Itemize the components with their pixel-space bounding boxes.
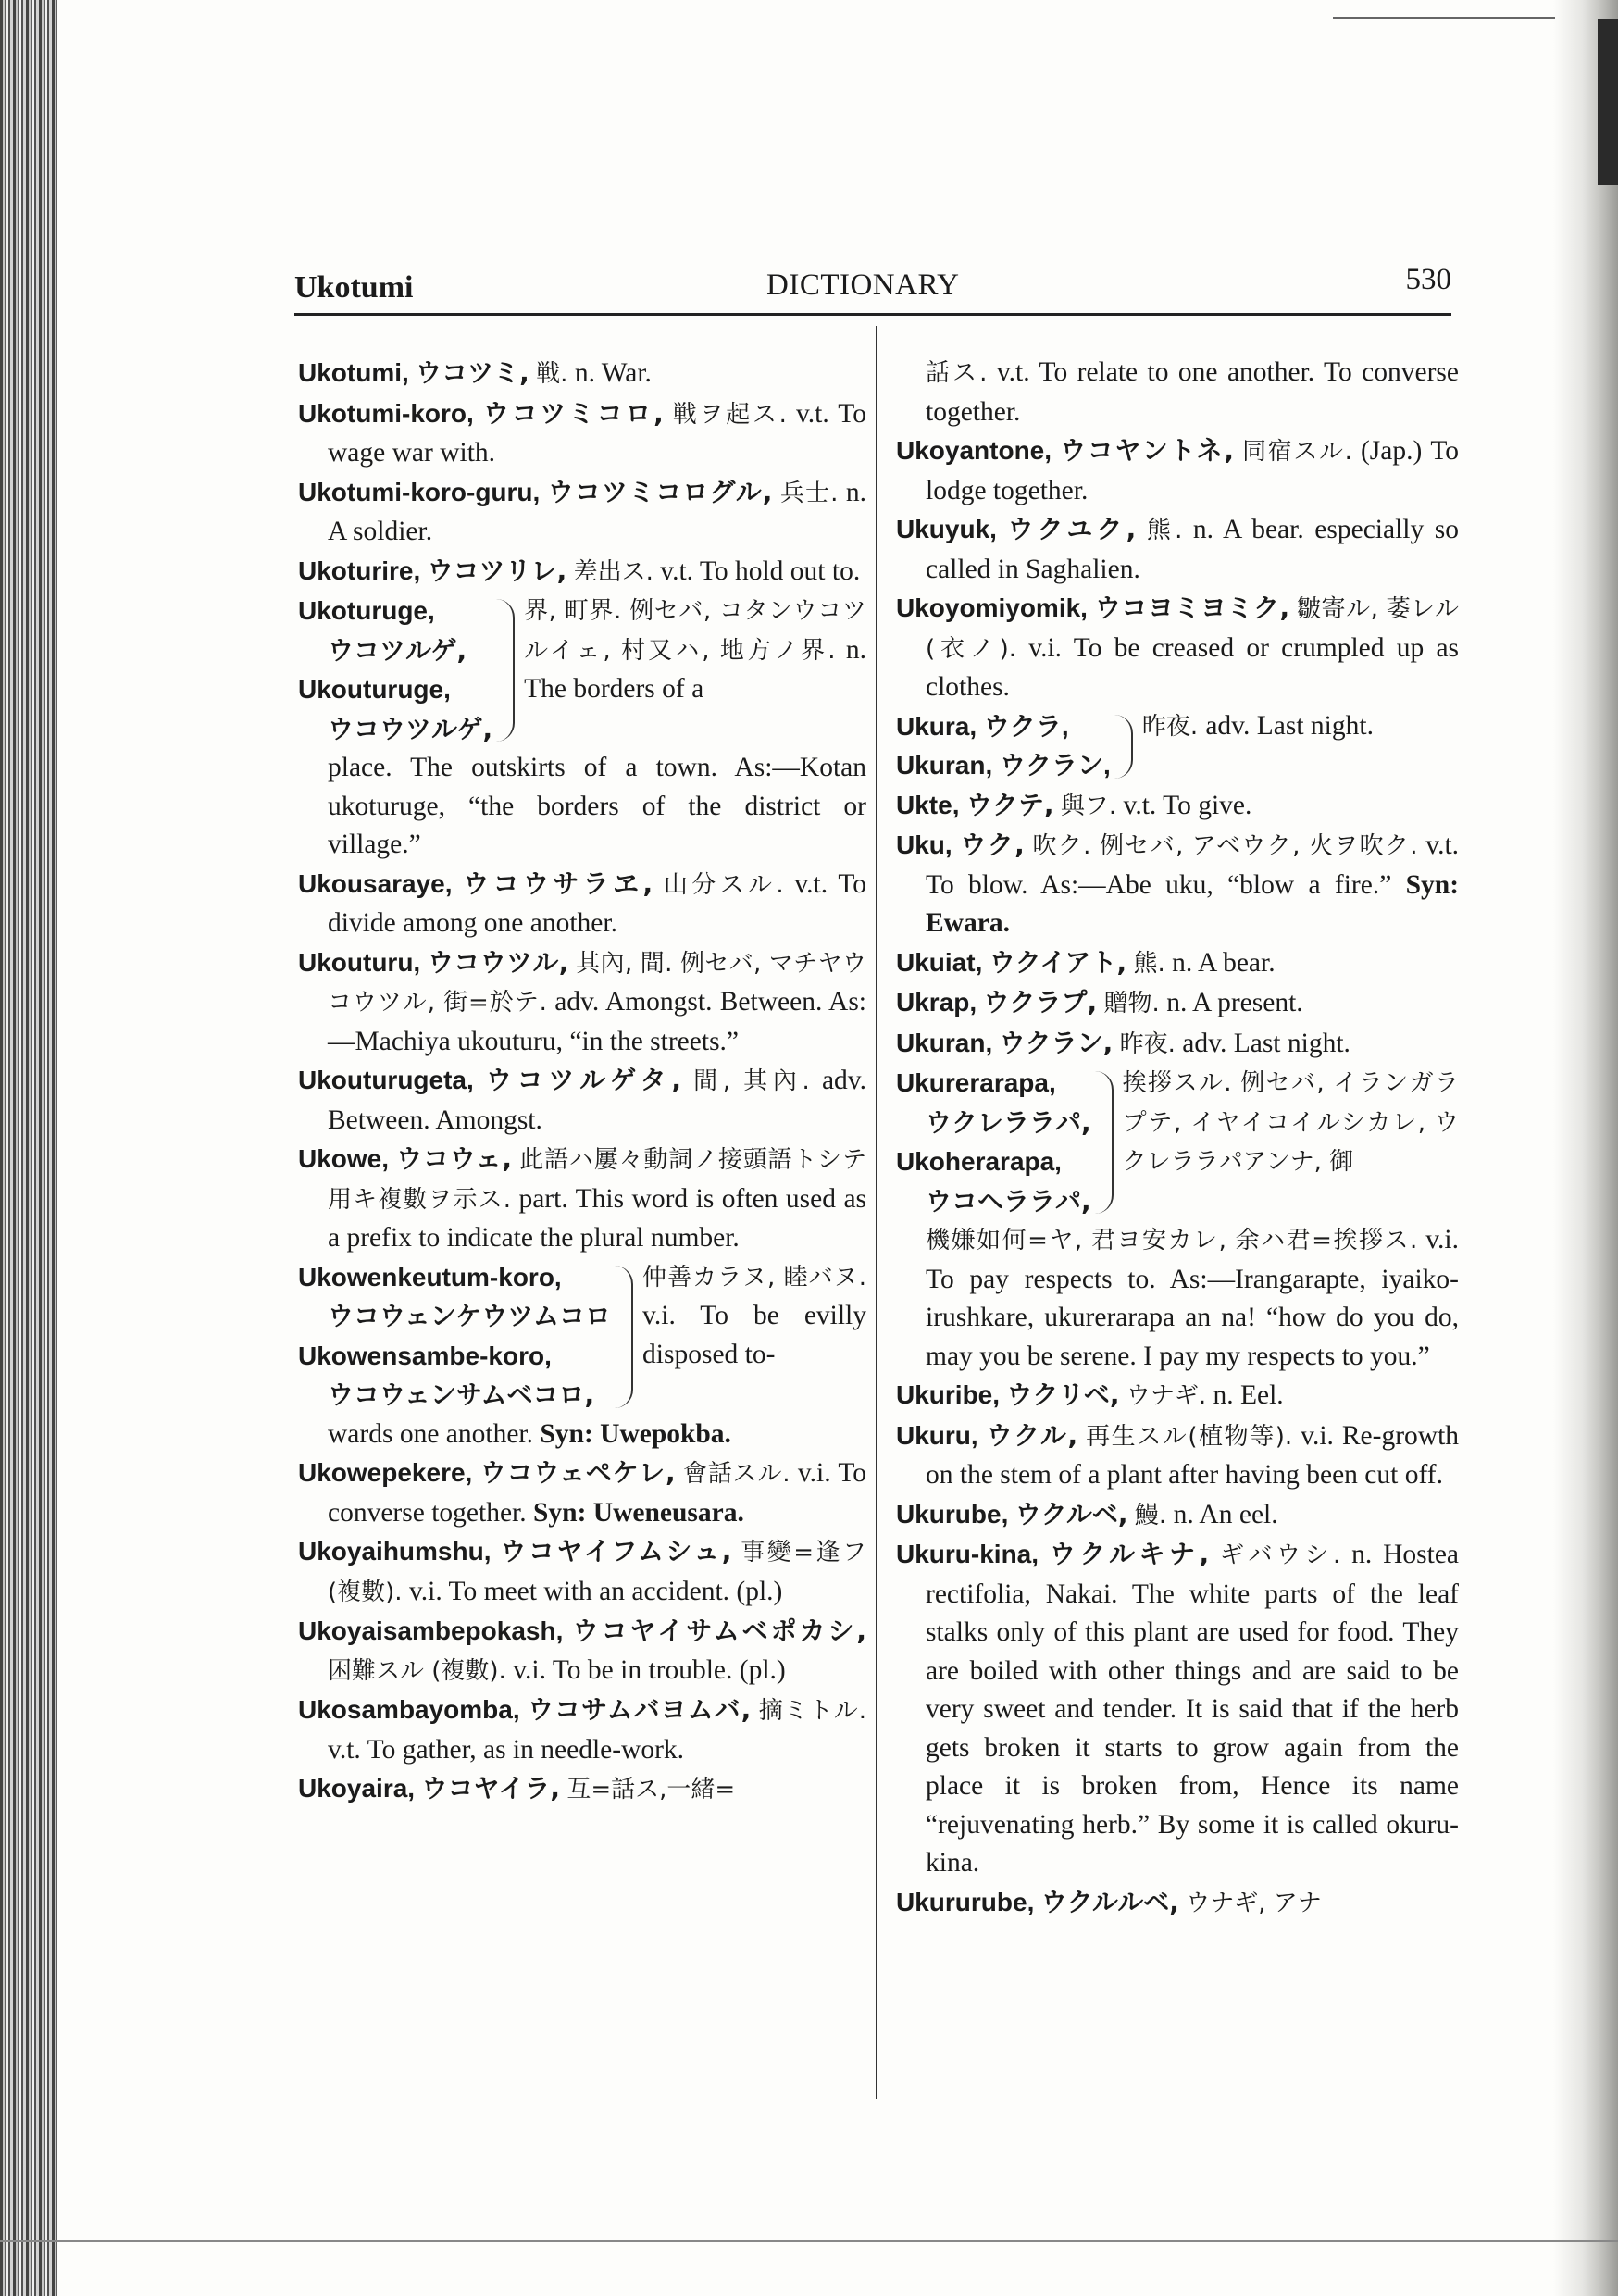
headword-kana: ウクルルベ, — [1040, 1886, 1179, 1917]
japanese-gloss: 戦. — [536, 360, 568, 388]
definition: adv. Between. Amongst. — [328, 1066, 866, 1135]
entry-group — [896, 707, 1459, 786]
dictionary-entry — [298, 1061, 866, 1140]
definition: v.i. To be in trouble. (pl.) — [513, 1654, 786, 1685]
headword-kana: ウコツリレ, — [427, 555, 567, 586]
definition: v.i. To converse together. — [328, 1458, 867, 1528]
headword-kana: ウコサムバヨムバ, — [528, 1694, 752, 1725]
headword-kana: ウコヤイラ, — [421, 1773, 560, 1803]
entry-continuation — [298, 749, 866, 865]
headword: Ukurube, — [896, 1499, 1009, 1529]
definition: v.t. To hold out to. — [660, 555, 861, 586]
dictionary-entry — [896, 983, 1459, 1024]
definition: n. A soldier. — [328, 477, 867, 546]
headword-kana: ウクテ, — [965, 789, 1054, 820]
dictionary-entry — [298, 1691, 866, 1769]
headword-kana: ウクユク, — [1007, 514, 1137, 544]
page-title: DICTIONARY — [766, 268, 960, 302]
japanese-gloss: 兵士. — [779, 479, 839, 507]
dictionary-entry — [896, 431, 1459, 510]
headword-kana: ウコヤイサムベポカシ, — [572, 1616, 867, 1646]
headword-kana: ウコヤイフムシュ, — [500, 1536, 732, 1566]
headword-kana: ウコウツル, — [427, 946, 569, 978]
headword-kana: ウクル, — [986, 1419, 1078, 1451]
header-rule — [294, 313, 1451, 316]
headword: Ukoyaisambepokash, — [298, 1616, 564, 1645]
dictionary-entry — [298, 1532, 866, 1612]
japanese-gloss: 此語ハ屢々動詞ノ接頭語トシテ用キ複數ヲ示ス. — [328, 1146, 866, 1214]
dictionary-entry — [298, 1612, 866, 1691]
headword: Ukurerarapa, — [896, 1068, 1056, 1097]
definition: n. An eel. — [1173, 1499, 1278, 1529]
page-header — [294, 261, 1451, 317]
headword-kana: ウクレララパ, — [926, 1106, 1091, 1138]
japanese-gloss: 挨拶スル. 例セバ, イランガラプテ, イヤイコイルシカレ, ウクレララパアンナ, 御 — [1122, 1069, 1459, 1176]
japanese-gloss: 昨夜. — [1119, 1029, 1176, 1058]
synonym: Syn: Uwepokba. — [540, 1418, 731, 1449]
headword-kana: ウクルベ, — [1014, 1498, 1128, 1529]
headword: Ukoyomiyomik, — [896, 593, 1088, 622]
column-divider — [876, 326, 877, 2099]
entry-group — [896, 1064, 1459, 1221]
scan-top-mark — [1333, 17, 1555, 19]
headword: Ukura, ウクラ, — [896, 711, 1069, 741]
definition: v.i. To pay respects to. As:—Irangarapte, iyaiko-irushkare, ukurerarapa an na! “how do you do, may you be serene. I pay my respects to you.” — [926, 1225, 1459, 1371]
definition: n. A bear. — [1172, 947, 1276, 978]
japanese-gloss: 話ス. — [926, 359, 988, 387]
headword: Ukoturire, — [298, 555, 421, 585]
headword: Uku, — [896, 830, 952, 859]
dictionary-entry — [298, 552, 866, 593]
headword-kana: ウコツルゲタ, — [485, 1065, 681, 1095]
headword: Ukoherarapa, — [896, 1147, 1062, 1176]
dictionary-entry — [896, 1376, 1459, 1416]
japanese-gloss: 互=話ス,一緒= — [566, 1776, 736, 1803]
headword: Ukotumi-koro-guru, — [298, 477, 541, 506]
dictionary-entry — [896, 786, 1459, 827]
dictionary-entry — [896, 589, 1459, 707]
headword: Ukte, — [896, 790, 960, 819]
dictionary-entry — [896, 510, 1459, 589]
definition: n. Hostea rectifolia, Nakai. The white parts of the leaf stalks only of this plant are used for food. They are boiled with other things and are said to be very sweet and tender. It is said that if the herb gets broken it starts to grow again from the place it is broken from, Hence its name “rejuvenating herb.” By some it is called okuru-kina. — [926, 1540, 1460, 1878]
headword-kana: ウコツミコロ, — [482, 397, 664, 429]
dictionary-entry — [298, 943, 866, 1062]
headword-kana: ウコウサラヱ, — [463, 867, 653, 899]
definition: v.t. To blow. As:—Abe uku, “blow a fire.” — [926, 830, 1460, 900]
dictionary-entry — [896, 1024, 1459, 1065]
headword-kana: ウコツルゲ, — [328, 634, 467, 666]
entry-group — [298, 592, 866, 749]
headword-kana: ウコウェペケレ, — [479, 1457, 676, 1488]
headword: Ukoyantone, — [896, 436, 1052, 465]
headword: Ukoturuge, — [298, 596, 435, 625]
definition: place. The outskirts of a town. As:—Kotan ukoturuge, “the borders of the district or village.” — [328, 753, 866, 859]
headword: Ukoyaira, — [298, 1774, 416, 1803]
japanese-gloss: 吹ク. 例セバ, アベウク, 火ヲ吹ク. — [1032, 832, 1418, 860]
headword: Ukousaraye, — [298, 868, 453, 898]
scan-binding-edge — [0, 0, 57, 2296]
headword-kana: ウクイアト, — [989, 946, 1127, 978]
scan-bottom-mark — [0, 2240, 1618, 2242]
headword: Ukoyaihumshu, — [298, 1537, 492, 1566]
dictionary-entry — [896, 1495, 1459, 1536]
dictionary-entry — [298, 354, 866, 394]
brace — [496, 599, 515, 742]
entry-continuation — [298, 1416, 866, 1454]
japanese-gloss: 間, 其內. — [693, 1067, 810, 1095]
definition: v.t. To relate to one another. To converse together. — [926, 357, 1460, 427]
brace — [1114, 715, 1133, 779]
headword: Ukotumi-koro, — [298, 398, 474, 428]
dictionary-entry — [298, 1454, 866, 1532]
definition: v.t. To wage war with. — [328, 398, 866, 468]
japanese-gloss: 界, 町界. 例セバ, コタンウコツルイェ, 村又ハ, 地方ノ界. — [524, 597, 866, 665]
headword-kana: ウクラプ, — [983, 987, 1098, 1017]
headword-kana: ウコツミコログル, — [547, 476, 773, 507]
headword-kana: ウコウェ, — [396, 1143, 513, 1174]
entry-continuation — [896, 1221, 1459, 1376]
japanese-gloss: 戦ヲ起ス. — [672, 400, 787, 429]
dictionary-entry — [896, 1883, 1459, 1924]
dictionary-entry — [896, 826, 1459, 943]
definition: n. The borders of a — [524, 634, 866, 704]
running-head: Ukotumi — [294, 270, 414, 305]
japanese-gloss: 山分スル. — [663, 870, 784, 899]
entry-continuation — [896, 354, 1459, 431]
japanese-gloss: 事變=逢フ (複數). — [328, 1539, 867, 1606]
headword-kana: ウクルキナ, — [1049, 1539, 1210, 1569]
japanese-gloss: 昨夜. — [1141, 712, 1206, 741]
headword: Ukuyuk, — [896, 515, 997, 543]
definition: v.i. Re-growth on the stem of a plant after having been cut off. — [926, 1420, 1460, 1490]
headword: Ukuru-kina, — [896, 1540, 1039, 1568]
headword: Ukuru, — [896, 1420, 978, 1450]
headword-kana: ウコウツルゲ, — [328, 713, 493, 744]
japanese-gloss: ウナギ, アナ — [1186, 1889, 1322, 1917]
definition: v.i. To be creased or crumpled up as clothes. — [926, 632, 1460, 702]
headword: Ukouturuge, — [298, 675, 451, 704]
definition: v.t. To gather, as in needle-work. — [328, 1734, 685, 1765]
definition: part. This word is often used as a prefix to indicate the plural number. — [328, 1183, 867, 1253]
japanese-gloss: 熊. — [1133, 949, 1165, 978]
definition: n. A bear. especially so called in Saghalien. — [926, 515, 1460, 584]
definition: n. Eel. — [1213, 1380, 1284, 1410]
synonym: Syn: Ewara. — [926, 869, 1460, 938]
brace — [1095, 1071, 1114, 1214]
headword: Ukouturu, — [298, 947, 421, 977]
headword-kana: ウコヤントネ, — [1060, 435, 1235, 466]
definition: n. War. — [574, 358, 652, 388]
japanese-gloss: 其內, 間. 例セバ, マチヤウコウツル, 街=於テ. — [328, 949, 867, 1017]
headword: Ukuran, — [896, 1028, 993, 1057]
headword: Ukouturugeta, — [298, 1066, 474, 1094]
dictionary-entry — [298, 865, 866, 943]
headword: Ukowe, — [298, 1144, 390, 1173]
entry-group — [298, 1258, 866, 1416]
headword-kana: ウクリベ, — [1006, 1379, 1120, 1410]
definition: adv. Last night. — [1182, 1028, 1350, 1058]
dictionary-entry — [298, 1769, 866, 1810]
japanese-gloss: ギバウシ. — [1220, 1541, 1341, 1569]
headword: Ukosambayomba, — [298, 1695, 520, 1724]
japanese-gloss: 贈物. — [1103, 990, 1160, 1017]
japanese-gloss: 同宿スル. — [1242, 438, 1352, 466]
headword-kana: ウコヘララパ, — [926, 1185, 1091, 1217]
headword-kana: ウクラン, — [999, 1027, 1114, 1058]
headword-kana: ウコウェンケウツムコロ — [328, 1301, 612, 1331]
japanese-gloss: 困難スル (複數). — [328, 1656, 506, 1685]
dictionary-entry — [298, 394, 866, 473]
japanese-gloss: 皺寄ル, 萎レル(衣ノ). — [926, 595, 1460, 663]
japanese-gloss: 與フ. — [1060, 792, 1117, 820]
dictionary-entry — [896, 1535, 1459, 1883]
headword: Ukotumi, — [298, 358, 409, 387]
headword-kana: ウコツミ, — [416, 357, 529, 388]
definition: wards one another. — [328, 1418, 533, 1449]
headword: Ukowepekere, — [298, 1458, 473, 1487]
definition: (Jap.) To lodge together. — [926, 436, 1460, 505]
scan-right-edge — [1553, 0, 1618, 2296]
headword: Ukowensambe-koro, — [298, 1341, 552, 1370]
brace — [615, 1266, 633, 1408]
definition: adv. Amongst. Between. As:—Machiya ukouturu, “in the streets.” — [328, 987, 866, 1056]
headword: Ukuribe, — [896, 1380, 1001, 1409]
japanese-gloss: 摘ミトル. — [758, 1697, 867, 1725]
dictionary-entry — [896, 1416, 1459, 1495]
headword: Ukururube, — [896, 1887, 1035, 1916]
left-column — [298, 354, 866, 1810]
headword: Ukuiat, — [896, 947, 983, 977]
japanese-gloss: 會話スル. — [682, 1460, 790, 1488]
definition: v.i. To be evilly disposed to- — [642, 1301, 866, 1369]
definition: adv. Last night. — [1205, 710, 1374, 741]
headword-kana: ウコヨミヨミク, — [1094, 593, 1290, 623]
synonym: Syn: Uweneusara. — [533, 1497, 744, 1528]
japanese-gloss: 鰻. — [1134, 1501, 1167, 1529]
headword: Ukowenkeutum-koro, — [298, 1262, 562, 1292]
definition: v.i. To meet with an accident. (pl.) — [408, 1576, 783, 1606]
headword-kana: ウク, — [960, 830, 1025, 860]
definition: v.t. To divide among one another. — [328, 868, 867, 938]
definition: n. A present. — [1166, 988, 1303, 1017]
headword: Ukrap, — [896, 988, 977, 1017]
headword: Ukuran, ウクラン, — [896, 751, 1111, 780]
headword-kana: ウコウェンサムベコロ, — [328, 1379, 595, 1410]
japanese-gloss: 機嫌如何=ヤ, 君ヨ安カレ, 余ハ君=挨拶ス. — [926, 1227, 1418, 1254]
japanese-gloss: ウナギ. — [1126, 1382, 1207, 1410]
japanese-gloss: 再生スル(植物等). — [1086, 1422, 1293, 1451]
dictionary-entry — [896, 943, 1459, 984]
japanese-gloss: 仲善カラヌ, 睦バヌ. — [642, 1263, 866, 1292]
right-column — [896, 354, 1459, 1923]
japanese-gloss: 熊. — [1146, 517, 1183, 544]
dictionary-entry — [298, 473, 866, 552]
dictionary-entry — [298, 1140, 866, 1258]
page-number: 530 — [1405, 263, 1451, 296]
definition: v.t. To give. — [1123, 790, 1252, 820]
japanese-gloss: 差出ス. — [573, 557, 653, 586]
